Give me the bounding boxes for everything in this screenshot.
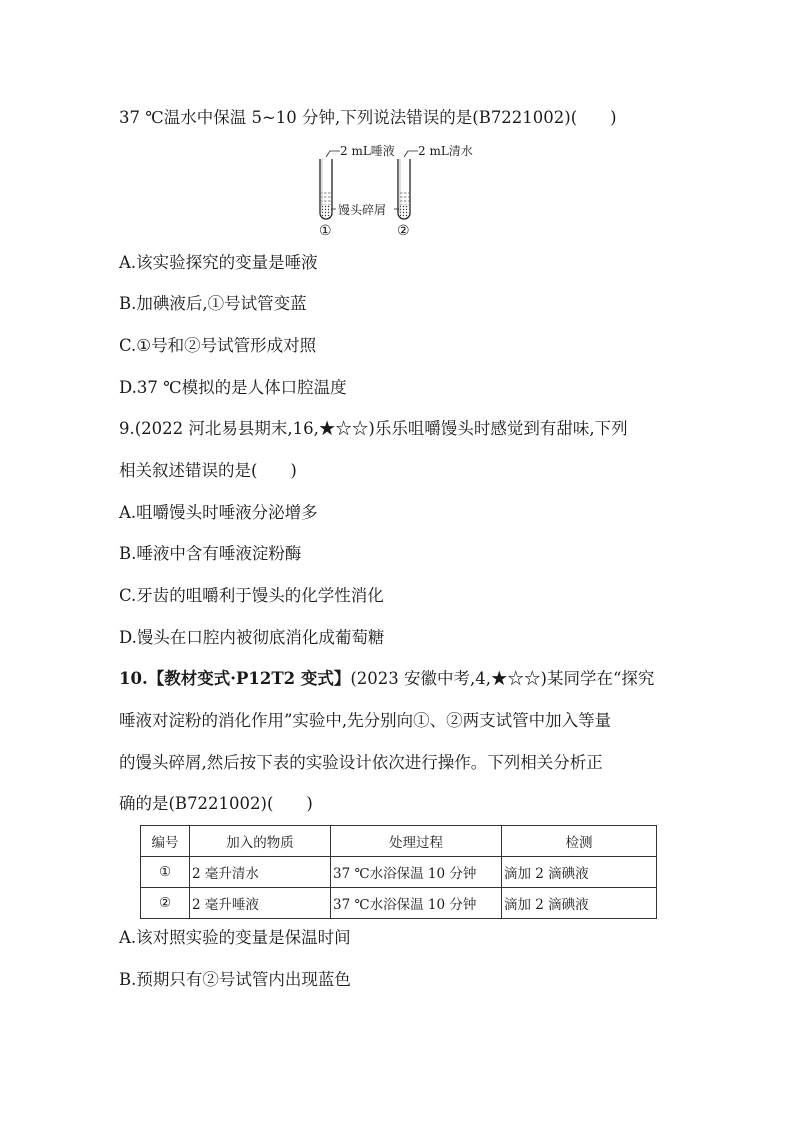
q9-option-b: B.唾液中含有唾液淀粉酶 <box>119 544 302 563</box>
q8-option-d: D.37 ℃模拟的是人体口腔温度 <box>119 378 347 397</box>
q9-option-a: A.咀嚼馒头时唾液分泌增多 <box>119 503 318 522</box>
table-header-row <box>141 826 657 857</box>
q10-tag: 【教材变式·P12T2 变式】 <box>147 669 351 688</box>
label-crumbs: 馒头碎屑 <box>338 203 387 217</box>
q9-stem-line2: 相关叙述错误的是( ) <box>119 461 297 480</box>
header-detection: 检测 <box>502 826 657 857</box>
table-cell: 37 ℃水浴保温 10 分钟 <box>331 857 502 888</box>
header-substance: 加入的物质 <box>190 826 331 857</box>
table-row <box>141 857 657 888</box>
q10-stem-line2: 唾液对淀粉的消化作用”实验中,先分别向①、②两支试管中加入等量 <box>119 711 612 730</box>
table-cell: ① <box>141 857 190 888</box>
label-water: 2 mL清水 <box>418 144 473 158</box>
label-saliva: 2 mL唾液 <box>340 144 395 158</box>
q10-stem-rest: (2023 安徽中考,4,★☆☆)某同学在“探究 <box>350 669 655 688</box>
q8-option-a: A.该实验探究的变量是唾液 <box>119 253 318 272</box>
table-cell: 滴加 2 滴碘液 <box>502 888 657 919</box>
header-process: 处理过程 <box>331 826 502 857</box>
q10-option-b: B.预期只有②号试管内出现蓝色 <box>119 970 351 989</box>
q9-option-d: D.馒头在口腔内被彻底消化成葡萄糖 <box>119 628 385 647</box>
test-tube-diagram <box>300 139 520 241</box>
q10-stem-line1 <box>119 668 654 690</box>
header-number: 编号 <box>141 826 190 857</box>
q10-option-a: A.该对照实验的变量是保温时间 <box>119 928 351 947</box>
q10-stem-line3: 的馒头碎屑,然后按下表的实验设计依次进行操作。下列相关分析正 <box>119 753 603 772</box>
tube-2-label: ② <box>397 223 410 239</box>
table-cell: 2 毫升清水 <box>190 857 331 888</box>
table-cell: 滴加 2 滴碘液 <box>502 857 657 888</box>
q8-option-b: B.加碘液后,①号试管变蓝 <box>119 294 307 313</box>
q8-stem: 37 ℃温水中保温 5~10 分钟,下列说法错误的是(B7221002)( ) <box>119 108 617 127</box>
q8-option-c: C.①号和②号试管形成对照 <box>119 336 317 355</box>
test-tube-figure <box>300 139 520 241</box>
q9-option-c: C.牙齿的咀嚼利于馒头的化学性消化 <box>119 586 384 605</box>
q10-number: 10. <box>119 669 148 688</box>
tube-2 <box>398 159 410 219</box>
table-cell: 2 毫升唾液 <box>190 888 331 919</box>
tube-1-label: ① <box>319 223 332 239</box>
experiment-table <box>140 825 657 919</box>
q10-stem-line4: 确的是(B7221002)( ) <box>119 794 313 813</box>
q9-stem-line1: 9.(2022 河北易县期末,16,★☆☆)乐乐咀嚼馒头时感觉到有甜味,下列 <box>119 419 628 438</box>
table-cell: 37 ℃水浴保温 10 分钟 <box>331 888 502 919</box>
table-cell: ② <box>141 888 190 919</box>
tube-1 <box>320 159 332 219</box>
table-row <box>141 888 657 919</box>
